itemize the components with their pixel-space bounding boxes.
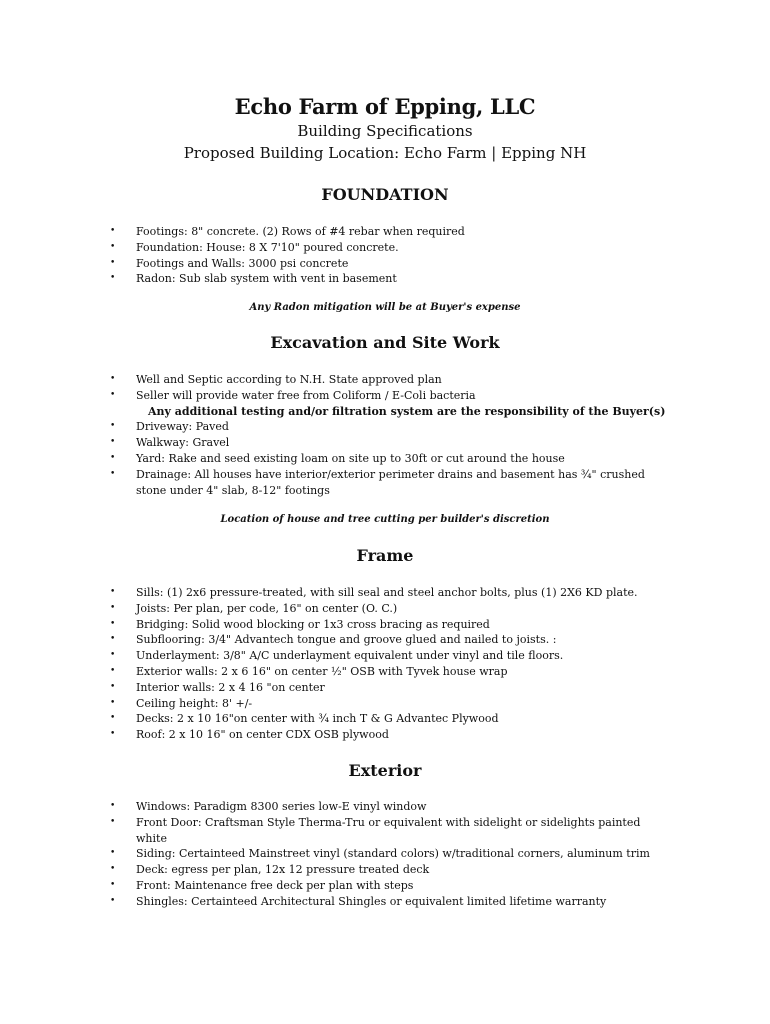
list-item: • Exterior walls: 2 x 6 16" on center ½" OSB with Tyvek house wrap (110, 664, 508, 678)
exterior-list (110, 799, 670, 910)
bullet-icon: • (110, 895, 116, 906)
list-item: • Well and Septic according to N.H. State approved plan (110, 373, 442, 386)
excavation-list (110, 372, 670, 498)
list-item: • Sills: (1) 2x6 pressure-treated, with sill seal and steel anchor bolts, plus (1) 2X6 KD plate. (110, 586, 638, 599)
list-item: • Yard: Rake and seed existing loam on site up to 30ft or cut around the house (110, 451, 565, 465)
list-item: • Front: Maintenance free deck per plan with steps (110, 878, 414, 892)
testing-note: Any additional testing and/or filtration system are the responsibility of the Buyer(s) (148, 404, 666, 418)
bullet-icon: • (110, 468, 116, 479)
bullet-icon: • (110, 681, 116, 692)
list-item: • Foundation: House: 8 X 7'10" poured concrete. (110, 240, 399, 254)
bullet-icon: • (110, 273, 116, 284)
document-title: Echo Farm of Epping, LLC (234, 94, 536, 119)
list-item: • Subflooring: 3/4" Advantech tongue and groove glued and nailed to joists. : (110, 633, 557, 647)
bullet-icon: • (110, 452, 116, 463)
testing-note-row (110, 404, 670, 420)
list-item: • Footings: 8" concrete. (2) Rows of #4 rebar when required (110, 225, 465, 238)
list-item: • Radon: Sub slab system with vent in basement (110, 272, 397, 286)
bullet-icon: • (110, 729, 116, 740)
list-item: • Roof: 2 x 10 16" on center CDX OSB plywood (110, 728, 389, 742)
bullet-icon: • (110, 864, 116, 875)
list-item: • Joists: Per plan, per code, 16" on center (O. C.) (110, 601, 398, 615)
list-item: • Bridging: Solid wood blocking or 1x3 cross bracing as required (110, 617, 490, 631)
radon-note: Any Radon mitigation will be at Buyer's expense (249, 302, 521, 313)
bullet-icon: • (110, 713, 116, 724)
list-item: • Ceiling height: 8' +/- (110, 696, 253, 710)
list-item: • Front Door: Craftsman Style Therma-Tru or equivalent with sidelight or sidelights painted white (110, 815, 641, 845)
list-item: • Footings and Walls: 3000 psi concrete (110, 256, 349, 270)
list-item: • Decks: 2 x 10 16"on center with ¾ inch T & G Advantec Plywood (110, 712, 499, 726)
bullet-icon: • (110, 848, 116, 859)
list-item: • Shingles: Certainteed Architectural Shingles or equivalent limited lifetime warranty (110, 894, 607, 908)
bullet-icon: • (110, 697, 116, 708)
frame-heading: Frame (356, 546, 414, 565)
bullet-icon: • (110, 602, 116, 613)
bullet-icon: • (110, 618, 116, 629)
bullet-icon: • (110, 665, 116, 676)
list-item: • Seller will provide water free from Coliform / E-Coli bacteria (110, 388, 476, 402)
bullet-icon: • (110, 634, 116, 645)
bullet-icon: • (110, 587, 116, 597)
bullet-icon: • (110, 801, 116, 811)
bullet-icon: • (110, 879, 116, 890)
list-item: • Windows: Paradigm 8300 series low-E vinyl window (110, 800, 427, 813)
bullet-icon: • (110, 421, 116, 432)
excavation-heading: Excavation and Site Work (270, 333, 500, 352)
exterior-heading: Exterior (348, 761, 422, 780)
bullet-icon: • (110, 226, 116, 236)
list-item: • Siding: Certainteed Mainstreet vinyl (standard colors) w/traditional corners, aluminum trim (110, 847, 650, 861)
foundation-heading: FOUNDATION (321, 185, 449, 204)
list-item: • Underlayment: 3/8" A/C underlayment equivalent under vinyl and tile floors. (110, 649, 564, 663)
list-item: • Walkway: Gravel (110, 436, 230, 450)
document-subtitle: Building Specifications (297, 122, 473, 140)
foundation-list (110, 224, 670, 287)
bullet-icon: • (110, 374, 116, 384)
bullet-icon: • (110, 437, 116, 448)
building-location: Proposed Building Location: Echo Farm | Epping NH (183, 144, 587, 162)
bullet-icon: • (110, 650, 116, 661)
list-item: • Interior walls: 2 x 4 16 "on center (110, 680, 325, 694)
bullet-icon: • (110, 257, 116, 268)
frame-list (110, 585, 670, 743)
list-item: • Driveway: Paved (110, 420, 229, 434)
location-note: Location of house and tree cutting per builder's discretion (220, 514, 550, 525)
bullet-icon: • (110, 816, 116, 827)
list-item: • Drainage: All houses have interior/exterior perimeter drains and basement has ¾" crushed stone under 4" slab, 8-12" footings (110, 467, 645, 497)
list-item: • Deck: egress per plan, 12x 12 pressure treated deck (110, 863, 430, 877)
bullet-icon: • (110, 389, 116, 400)
bullet-icon: • (110, 241, 116, 252)
